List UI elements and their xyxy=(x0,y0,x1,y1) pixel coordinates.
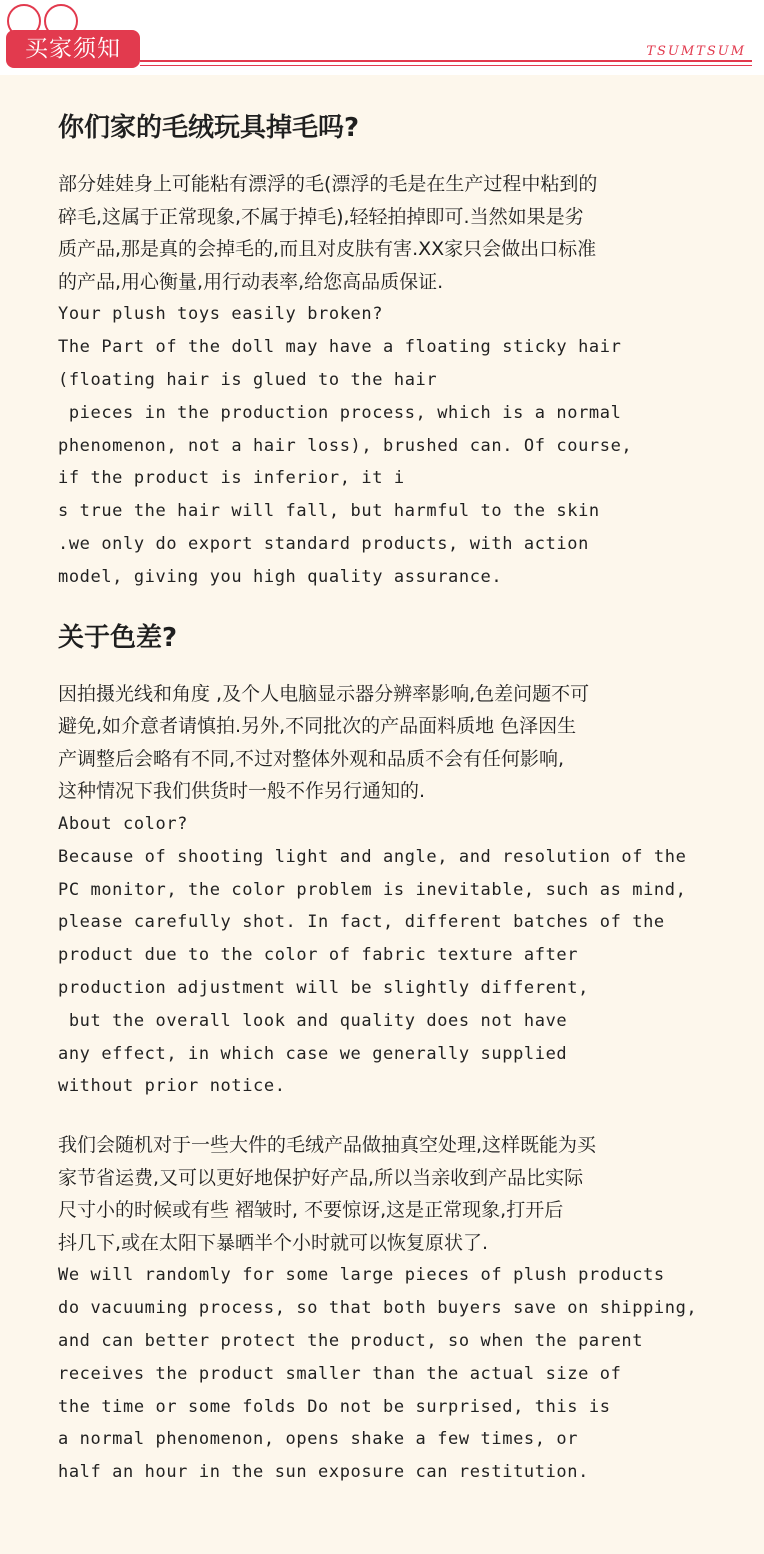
en-line: product due to the color of fabric texture after xyxy=(58,945,579,966)
header-banner xyxy=(0,0,764,75)
zh-line: 碎毛,这属于正常现象,不属于掉毛),轻轻拍掉即可.当然如果是劣 xyxy=(58,205,584,228)
zh-line: 这种情况下我们供货时一般不作另行通知的. xyxy=(58,780,426,803)
section-heading: 关于色差? xyxy=(58,622,178,653)
section-spacer xyxy=(58,1103,748,1129)
zh-line: 的产品,用心衡量,用行动表率,给您高品质保证. xyxy=(58,270,444,293)
section-color-difference xyxy=(58,620,748,1104)
header-divider xyxy=(140,60,752,62)
en-line: do vacuuming process, so that both buyers save on shipping, xyxy=(58,1298,698,1319)
zh-line: 家节省运费,又可以更好地保护好产品,所以当亲收到产品比实际 xyxy=(58,1166,584,1189)
en-line: .we only do export standard products, with action xyxy=(58,533,589,554)
zh-line: 产调整后会略有不同,不过对整体外观和品质不会有任何影响, xyxy=(58,747,565,770)
en-line: model, giving you high quality assurance. xyxy=(58,566,503,587)
section-vacuum-packing xyxy=(58,1129,748,1489)
zh-line: 因拍摄光线和角度 ,及个人电脑显示器分辨率影响,色差问题不可 xyxy=(58,682,590,705)
en-line: the time or some folds Do not be surprised, this is xyxy=(58,1396,611,1417)
zh-line: 部分娃娃身上可能粘有漂浮的毛(漂浮的毛是在生产过程中粘到的 xyxy=(58,173,598,195)
zh-line: 质产品,那是真的会掉毛的,而且对皮肤有害.XX家只会做出口标准 xyxy=(58,238,597,261)
zh-line: 我们会随机对于一些大件的毛绒产品做抽真空处理,这样既能为买 xyxy=(58,1134,597,1157)
en-line: but the overall look and quality does not have xyxy=(58,1010,568,1031)
en-line: Your plush toys easily broken? xyxy=(58,304,384,325)
en-line: half an hour in the sun exposure can restitution. xyxy=(58,1462,589,1483)
zh-line: 抖几下,或在太阳下暴晒半个小时就可以恢复原状了. xyxy=(58,1231,489,1254)
en-line: About color? xyxy=(58,813,189,834)
en-line: production adjustment will be slightly different, xyxy=(58,977,589,998)
en-line: Because of shooting light and angle, and resolution of the xyxy=(58,846,687,867)
en-line: PC monitor, the color problem is inevitable, such as mind, xyxy=(58,879,687,900)
en-line: and can better protect the product, so when the parent xyxy=(58,1331,644,1352)
zh-line: 尺寸小的时候或有些 褶皱时, 不要惊讶,这是正常现象,打开后 xyxy=(58,1199,564,1222)
notice-content xyxy=(58,98,748,1489)
en-line: receives the product smaller than the actual size of xyxy=(58,1363,622,1384)
en-line: without prior notice. xyxy=(58,1076,286,1097)
en-line: a normal phenomenon, opens shake a few times, or xyxy=(58,1429,579,1450)
brand-watermark: TSUMTSUM xyxy=(646,44,746,59)
en-line: phenomenon, not a hair loss), brushed can. Of course, xyxy=(58,435,633,456)
en-line: We will randomly for some large pieces of plush products xyxy=(58,1265,665,1286)
en-line: (floating hair is glued to the hair xyxy=(58,369,438,390)
section-shedding xyxy=(58,110,748,594)
header-divider-thin xyxy=(140,65,752,66)
section-heading: 你们家的毛绒玩具掉毛吗? xyxy=(58,113,360,143)
zh-line: 避免,如介意者请慎拍.另外,不同批次的产品面料质地 色泽因生 xyxy=(58,715,577,738)
buyer-notice-tag: 买家须知 xyxy=(6,30,140,68)
en-line: any effect, in which case we generally supplied xyxy=(58,1043,568,1064)
en-line: pieces in the production process, which is a normal xyxy=(58,402,622,423)
en-line: The Part of the doll may have a floating sticky hair xyxy=(58,337,622,358)
en-line: please carefully shot. In fact, different batches of the xyxy=(58,912,665,933)
en-line: if the product is inferior, it i xyxy=(58,468,405,489)
en-line: s true the hair will fall, but harmful to the skin xyxy=(58,501,600,522)
